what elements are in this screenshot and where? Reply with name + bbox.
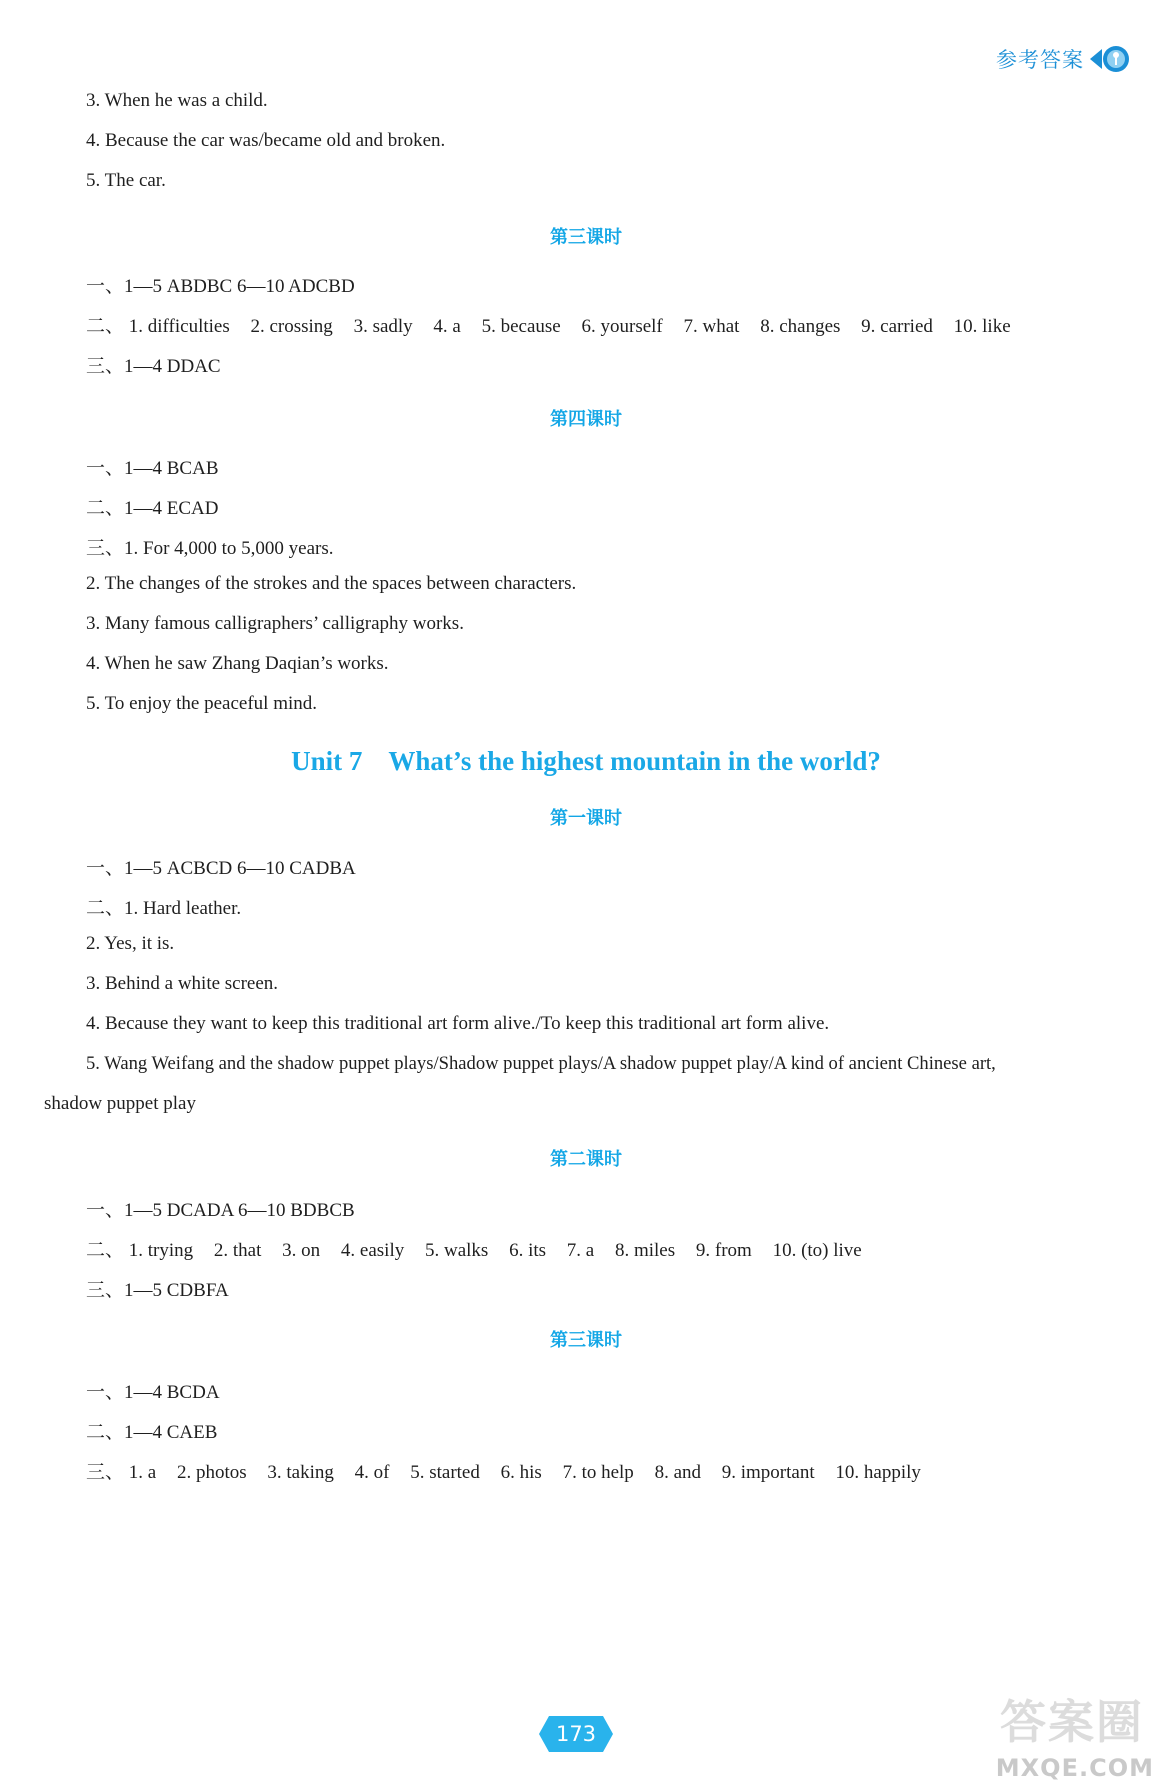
answer-item: 3. on xyxy=(282,1240,321,1261)
answer-item: 6. yourself xyxy=(581,316,663,337)
unit-title: What’s the highest mountain in the world? xyxy=(388,746,881,776)
watermark-url: MXQE.COM xyxy=(995,1754,1154,1782)
answer-item: 6. his xyxy=(500,1462,542,1483)
answer-item: 9. carried xyxy=(861,316,933,337)
answer-item: 7. to help xyxy=(562,1462,634,1483)
answer-line: 一、1—5 ACBCD 6—10 CADBA xyxy=(86,858,356,879)
answer-line: 一、1—4 BCAB xyxy=(86,458,219,479)
unit-heading xyxy=(0,746,1172,777)
answer-item: 4. of xyxy=(354,1462,390,1483)
answer-item: 8. and xyxy=(654,1462,701,1483)
lesson-title: 第三课时 xyxy=(550,1330,622,1351)
answer-item: 10. like xyxy=(953,316,1011,337)
answer-line: 5. The car. xyxy=(86,170,166,191)
answer-line-items xyxy=(86,311,1011,338)
answer-line: 4. Because they want to keep this traditional art form alive./To keep this traditional art form alive. xyxy=(86,1013,830,1034)
answer-line: 3. When he was a child. xyxy=(86,90,268,111)
watermark xyxy=(968,1686,1158,1786)
unit-number: Unit 7 xyxy=(291,746,363,776)
answer-item: 10. (to) live xyxy=(772,1240,862,1261)
answer-item: 8. changes xyxy=(760,316,841,337)
answer-line: 3. Many famous calligraphers’ calligraphy works. xyxy=(86,613,464,634)
answer-line: 2. Yes, it is. xyxy=(86,933,175,954)
lesson-title: 第四课时 xyxy=(550,409,622,430)
answer-line: 二、1—4 CAEB xyxy=(86,1422,218,1443)
answer-item: 8. miles xyxy=(614,1240,676,1261)
answer-item: 2. that xyxy=(213,1240,262,1261)
key-badge-icon xyxy=(1090,44,1134,74)
answer-line: 一、1—5 DCADA 6—10 BDBCB xyxy=(86,1200,355,1221)
page-number-badge xyxy=(537,1714,615,1754)
answer-item: 4. easily xyxy=(340,1240,405,1261)
answer-item: 2. crossing xyxy=(250,316,333,337)
answer-line: 5. Wang Weifang and the shadow puppet plays/Shadow puppet plays/A shadow puppet play/A kind of ancient Chinese art, xyxy=(86,1053,996,1074)
answer-line: 2. The changes of the strokes and the spaces between characters. xyxy=(86,573,577,594)
answer-item: 3. taking xyxy=(267,1462,334,1483)
answer-line-items xyxy=(86,1235,862,1262)
answer-item: 5. because xyxy=(481,316,561,337)
section-prefix: 二、 xyxy=(86,316,125,337)
answer-item: 9. important xyxy=(721,1462,815,1483)
answer-line: 三、1—4 DDAC xyxy=(86,356,221,377)
answer-item: 3. sadly xyxy=(353,316,413,337)
answer-item: 9. from xyxy=(695,1240,752,1261)
answer-item: 1. a xyxy=(128,1462,157,1483)
answer-line: 三、1—5 CDBFA xyxy=(86,1280,229,1301)
section-prefix: 二、 xyxy=(86,1240,125,1261)
answer-line-continued: shadow puppet play xyxy=(44,1093,196,1114)
answer-item: 7. what xyxy=(683,316,740,337)
answer-item: 4. a xyxy=(433,316,461,337)
lesson-title: 第二课时 xyxy=(550,1149,622,1170)
answer-line: 3. Behind a white screen. xyxy=(86,973,279,994)
lesson-title: 第三课时 xyxy=(550,227,622,248)
page-number: 173 xyxy=(555,1722,597,1746)
answer-item: 5. started xyxy=(410,1462,480,1483)
answer-line: 三、1. For 4,000 to 5,000 years. xyxy=(86,538,334,559)
answer-line: 5. To enjoy the peaceful mind. xyxy=(86,693,318,714)
answer-item: 7. a xyxy=(566,1240,595,1261)
watermark-logo: 答案圈 xyxy=(1000,1695,1144,1749)
answer-item: 10. happily xyxy=(835,1462,921,1483)
answer-line: 一、1—4 BCDA xyxy=(86,1382,220,1403)
answer-line: 4. When he saw Zhang Daqian’s works. xyxy=(86,653,389,674)
answer-line-items xyxy=(86,1457,921,1484)
header-label: 参考答案 xyxy=(996,48,1084,72)
answer-line: 一、1—5 ABDBC 6—10 ADCBD xyxy=(86,276,355,297)
answer-item: 1. trying xyxy=(128,1240,194,1261)
answer-line: 二、1—4 ECAD xyxy=(86,498,219,519)
answer-line: 二、1. Hard leather. xyxy=(86,898,242,919)
lesson-title: 第一课时 xyxy=(550,808,622,829)
answer-line: 4. Because the car was/became old and broken. xyxy=(86,130,446,151)
section-prefix: 三、 xyxy=(86,1462,125,1483)
answer-item: 1. difficulties xyxy=(128,316,230,337)
answer-item: 2. photos xyxy=(176,1462,247,1483)
answer-item: 6. its xyxy=(509,1240,547,1261)
section-header xyxy=(996,44,1134,74)
answer-item: 5. walks xyxy=(424,1240,489,1261)
